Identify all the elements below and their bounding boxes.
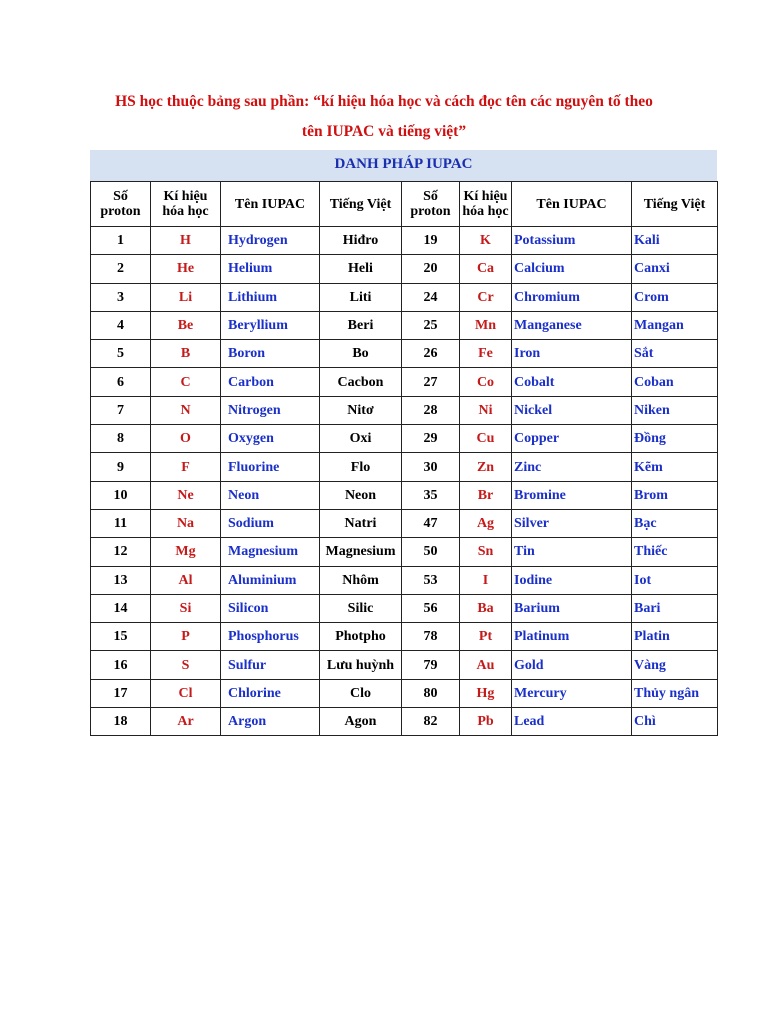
iupac-name-cell: Tin: [512, 538, 632, 566]
symbol-cell: Fe: [460, 340, 512, 368]
proton-number-cell: 19: [402, 227, 460, 255]
table-header-row: [91, 182, 718, 227]
iupac-name-cell: Hydrogen: [221, 227, 320, 255]
vietnamese-name-cell: Cacbon: [320, 368, 402, 396]
vietnamese-name-cell: Agon: [320, 708, 402, 736]
table-row: [91, 538, 718, 566]
iupac-name-cell: Bromine: [512, 481, 632, 509]
proton-number-cell: 80: [402, 679, 460, 707]
symbol-cell: Ar: [151, 708, 221, 736]
proton-number-cell: 29: [402, 425, 460, 453]
iupac-name-cell: Boron: [221, 340, 320, 368]
proton-number-cell: 24: [402, 283, 460, 311]
vietnamese-name-cell: Mangan: [632, 311, 718, 339]
symbol-cell: Mn: [460, 311, 512, 339]
iupac-name-cell: Chlorine: [221, 679, 320, 707]
symbol-cell: Na: [151, 509, 221, 537]
vietnamese-name-cell: Crom: [632, 283, 718, 311]
vietnamese-name-cell: Hiđro: [320, 227, 402, 255]
vietnamese-name-cell: Coban: [632, 368, 718, 396]
symbol-cell: Br: [460, 481, 512, 509]
iupac-name-cell: Cobalt: [512, 368, 632, 396]
symbol-cell: Ba: [460, 594, 512, 622]
proton-number-cell: 50: [402, 538, 460, 566]
table-row: [91, 255, 718, 283]
iupac-name-cell: Argon: [221, 708, 320, 736]
iupac-name-cell: Iron: [512, 340, 632, 368]
table-row: [91, 453, 718, 481]
header-iupac-name: Tên IUPAC: [221, 182, 320, 227]
table-row: [91, 311, 718, 339]
proton-number-cell: 25: [402, 311, 460, 339]
symbol-cell: Al: [151, 566, 221, 594]
proton-number-cell: 4: [91, 311, 151, 339]
iupac-name-cell: Lithium: [221, 283, 320, 311]
symbol-cell: Co: [460, 368, 512, 396]
symbol-cell: K: [460, 227, 512, 255]
vietnamese-name-cell: Natri: [320, 509, 402, 537]
proton-number-cell: 14: [91, 594, 151, 622]
proton-number-cell: 27: [402, 368, 460, 396]
proton-number-cell: 47: [402, 509, 460, 537]
proton-number-cell: 8: [91, 425, 151, 453]
vietnamese-name-cell: Sắt: [632, 340, 718, 368]
vietnamese-name-cell: Kẽm: [632, 453, 718, 481]
vietnamese-name-cell: Canxi: [632, 255, 718, 283]
proton-number-cell: 20: [402, 255, 460, 283]
header-iupac-name: Tên IUPAC: [512, 182, 632, 227]
iupac-name-cell: Neon: [221, 481, 320, 509]
vietnamese-name-cell: Photpho: [320, 623, 402, 651]
proton-number-cell: 15: [91, 623, 151, 651]
proton-number-cell: 35: [402, 481, 460, 509]
iupac-name-cell: Phosphorus: [221, 623, 320, 651]
symbol-cell: Li: [151, 283, 221, 311]
table-title: DANH PHÁP IUPAC: [90, 150, 717, 181]
proton-number-cell: 18: [91, 708, 151, 736]
symbol-cell: Zn: [460, 453, 512, 481]
vietnamese-name-cell: Vàng: [632, 651, 718, 679]
table-row: [91, 708, 718, 736]
iupac-name-cell: Potassium: [512, 227, 632, 255]
iupac-name-cell: Helium: [221, 255, 320, 283]
header-proton-number: Số proton: [402, 182, 460, 227]
proton-number-cell: 30: [402, 453, 460, 481]
proton-number-cell: 17: [91, 679, 151, 707]
symbol-cell: S: [151, 651, 221, 679]
instruction-heading-line-2: tên IUPAC và tiếng việt”: [301, 123, 467, 140]
header-vietnamese-name: Tiếng Việt: [320, 182, 402, 227]
proton-number-cell: 16: [91, 651, 151, 679]
symbol-cell: Au: [460, 651, 512, 679]
iupac-name-cell: Beryllium: [221, 311, 320, 339]
iupac-name-cell: Carbon: [221, 368, 320, 396]
symbol-cell: Cl: [151, 679, 221, 707]
table-row: [91, 679, 718, 707]
symbol-cell: P: [151, 623, 221, 651]
symbol-cell: C: [151, 368, 221, 396]
symbol-cell: O: [151, 425, 221, 453]
symbol-cell: Cr: [460, 283, 512, 311]
table-row: [91, 509, 718, 537]
vietnamese-name-cell: Beri: [320, 311, 402, 339]
iupac-name-cell: Chromium: [512, 283, 632, 311]
proton-number-cell: 6: [91, 368, 151, 396]
header-proton-number: Số proton: [91, 182, 151, 227]
vietnamese-name-cell: Neon: [320, 481, 402, 509]
vietnamese-name-cell: Lưu huỳnh: [320, 651, 402, 679]
table-row: [91, 425, 718, 453]
vietnamese-name-cell: Nitơ: [320, 396, 402, 424]
proton-number-cell: 1: [91, 227, 151, 255]
symbol-cell: Pb: [460, 708, 512, 736]
vietnamese-name-cell: Bo: [320, 340, 402, 368]
iupac-name-cell: Nickel: [512, 396, 632, 424]
iupac-name-cell: Gold: [512, 651, 632, 679]
vietnamese-name-cell: Thủy ngân: [632, 679, 718, 707]
vietnamese-name-cell: Bari: [632, 594, 718, 622]
table-row: [91, 481, 718, 509]
vietnamese-name-cell: Iot: [632, 566, 718, 594]
vietnamese-name-cell: Liti: [320, 283, 402, 311]
symbol-cell: B: [151, 340, 221, 368]
proton-number-cell: 2: [91, 255, 151, 283]
proton-number-cell: 82: [402, 708, 460, 736]
symbol-cell: F: [151, 453, 221, 481]
iupac-name-cell: Nitrogen: [221, 396, 320, 424]
proton-number-cell: 13: [91, 566, 151, 594]
iupac-name-cell: Fluorine: [221, 453, 320, 481]
table-row: [91, 651, 718, 679]
iupac-name-cell: Oxygen: [221, 425, 320, 453]
vietnamese-name-cell: Silic: [320, 594, 402, 622]
iupac-name-cell: Zinc: [512, 453, 632, 481]
iupac-name-cell: Sodium: [221, 509, 320, 537]
header-chemical-symbol: Kí hiệu hóa học: [460, 182, 512, 227]
table-row: [91, 396, 718, 424]
iupac-name-cell: Copper: [512, 425, 632, 453]
iupac-name-cell: Silicon: [221, 594, 320, 622]
iupac-name-cell: Mercury: [512, 679, 632, 707]
vietnamese-name-cell: Clo: [320, 679, 402, 707]
symbol-cell: Hg: [460, 679, 512, 707]
vietnamese-name-cell: Nhôm: [320, 566, 402, 594]
proton-number-cell: 78: [402, 623, 460, 651]
vietnamese-name-cell: Flo: [320, 453, 402, 481]
table-row: [91, 623, 718, 651]
vietnamese-name-cell: Platin: [632, 623, 718, 651]
iupac-name-cell: Silver: [512, 509, 632, 537]
table-row: [91, 340, 718, 368]
table-row: [91, 566, 718, 594]
symbol-cell: Pt: [460, 623, 512, 651]
symbol-cell: Mg: [151, 538, 221, 566]
iupac-name-cell: Platinum: [512, 623, 632, 651]
proton-number-cell: 11: [91, 509, 151, 537]
vietnamese-name-cell: Brom: [632, 481, 718, 509]
iupac-name-cell: Lead: [512, 708, 632, 736]
symbol-cell: He: [151, 255, 221, 283]
vietnamese-name-cell: Magnesium: [320, 538, 402, 566]
vietnamese-name-cell: Heli: [320, 255, 402, 283]
table-row: [91, 594, 718, 622]
symbol-cell: N: [151, 396, 221, 424]
header-vietnamese-name: Tiếng Việt: [632, 182, 718, 227]
proton-number-cell: 79: [402, 651, 460, 679]
iupac-name-cell: Iodine: [512, 566, 632, 594]
proton-number-cell: 56: [402, 594, 460, 622]
iupac-name-cell: Calcium: [512, 255, 632, 283]
proton-number-cell: 26: [402, 340, 460, 368]
symbol-cell: Sn: [460, 538, 512, 566]
proton-number-cell: 28: [402, 396, 460, 424]
symbol-cell: H: [151, 227, 221, 255]
symbol-cell: Cu: [460, 425, 512, 453]
table-row: [91, 368, 718, 396]
element-table: [90, 181, 718, 736]
table-row: [91, 227, 718, 255]
vietnamese-name-cell: Kali: [632, 227, 718, 255]
proton-number-cell: 12: [91, 538, 151, 566]
vietnamese-name-cell: Niken: [632, 396, 718, 424]
proton-number-cell: 7: [91, 396, 151, 424]
vietnamese-name-cell: Chì: [632, 708, 718, 736]
symbol-cell: Ne: [151, 481, 221, 509]
iupac-name-cell: Aluminium: [221, 566, 320, 594]
symbol-cell: Si: [151, 594, 221, 622]
iupac-name-cell: Sulfur: [221, 651, 320, 679]
iupac-name-cell: Barium: [512, 594, 632, 622]
vietnamese-name-cell: Thiếc: [632, 538, 718, 566]
vietnamese-name-cell: Bạc: [632, 509, 718, 537]
symbol-cell: Ca: [460, 255, 512, 283]
proton-number-cell: 53: [402, 566, 460, 594]
symbol-cell: Ni: [460, 396, 512, 424]
vietnamese-name-cell: Oxi: [320, 425, 402, 453]
proton-number-cell: 10: [91, 481, 151, 509]
symbol-cell: Ag: [460, 509, 512, 537]
symbol-cell: I: [460, 566, 512, 594]
nomenclature-table: [90, 150, 717, 736]
iupac-name-cell: Magnesium: [221, 538, 320, 566]
table-body: [91, 227, 718, 736]
proton-number-cell: 9: [91, 453, 151, 481]
proton-number-cell: 5: [91, 340, 151, 368]
header-chemical-symbol: Kí hiệu hóa học: [151, 182, 221, 227]
vietnamese-name-cell: Đồng: [632, 425, 718, 453]
proton-number-cell: 3: [91, 283, 151, 311]
instruction-heading-line-1: HS học thuộc bảng sau phần: “kí hiệu hóa học và cách đọc tên các nguyên tố theo: [115, 93, 653, 110]
iupac-name-cell: Manganese: [512, 311, 632, 339]
symbol-cell: Be: [151, 311, 221, 339]
table-row: [91, 283, 718, 311]
